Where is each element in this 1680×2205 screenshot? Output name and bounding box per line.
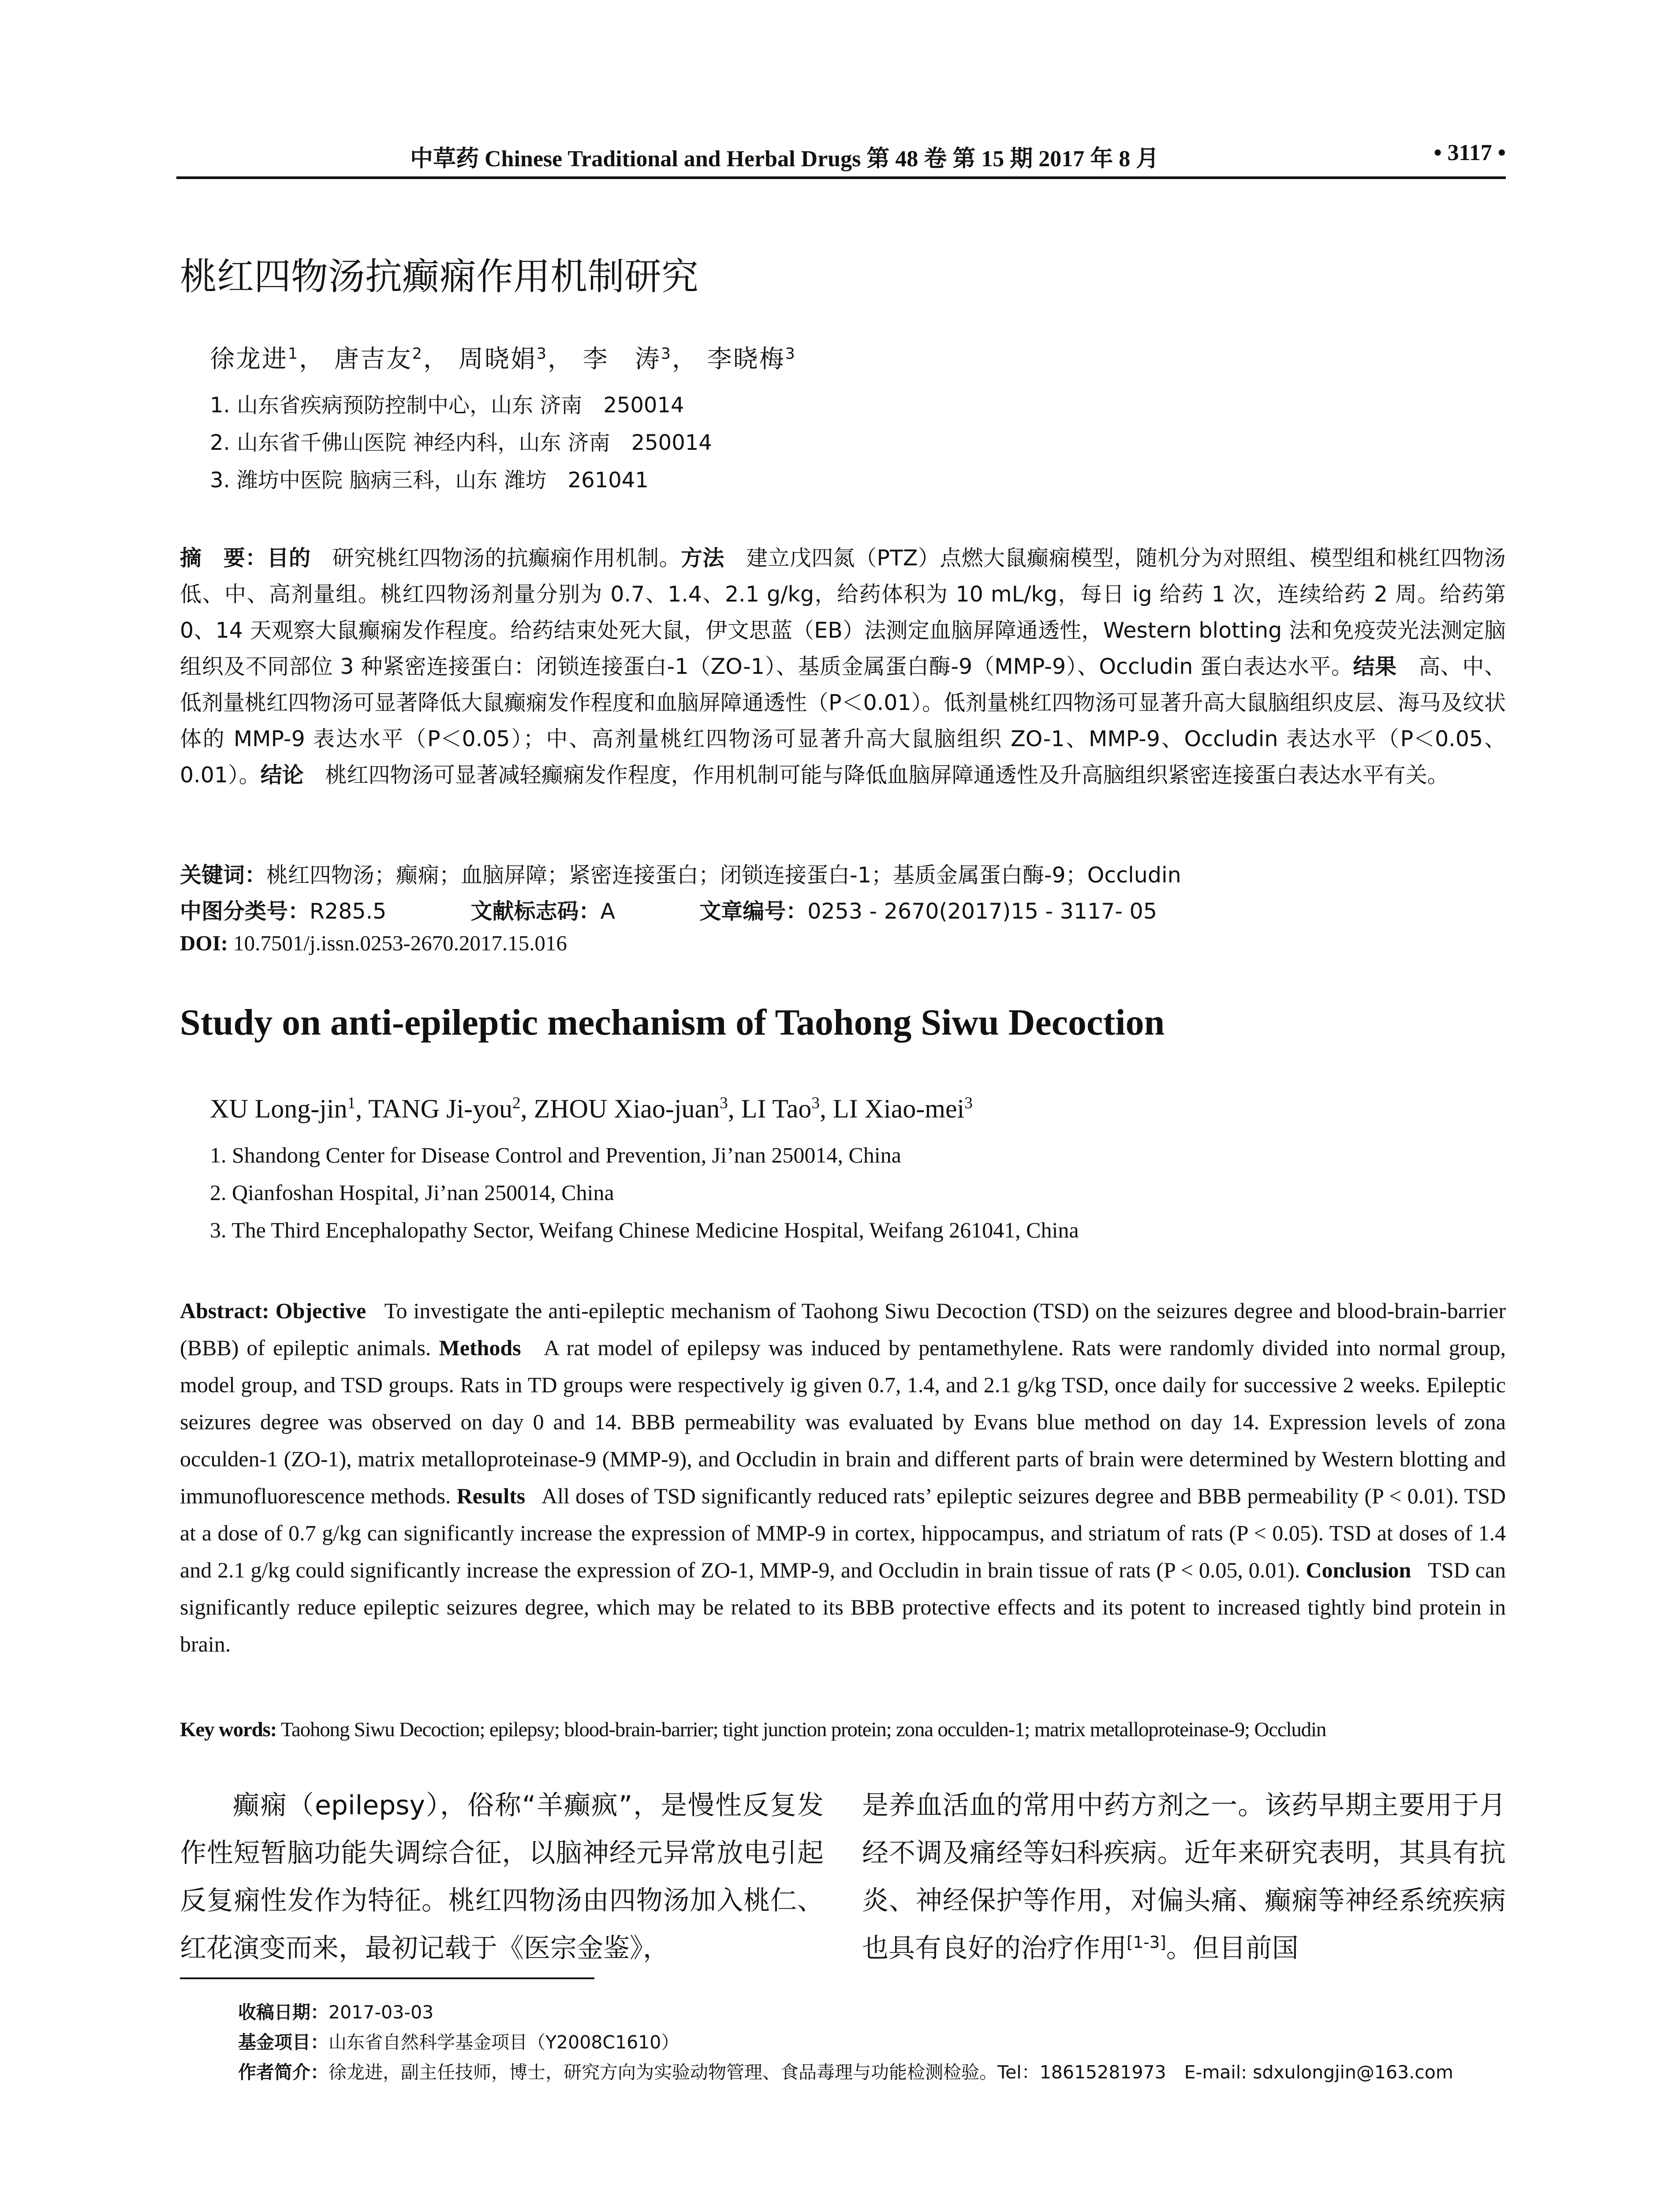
methods-text: 建立戊四氮（PTZ）点燃大鼠癫痫模型，随机分为对照组、模型组和桃红四物汤低、中、高剂量组。桃红四物汤剂量分别为 0.7、1.4、2.1 g/kg，给药体积为 10 mL/kg，每日 ig 给药 1 次，连续给药 2 周。给药第 0、14 天观察大鼠癫痫发作程度。给药结束处死大鼠，伊文思蓝（EB）法测定血脑屏障通透性，Western blotting 法和免疫荧光法测定脑组织及不同部位 3 种紧密连接蛋白：闭锁连接蛋白-1（ZO-1）、基质金属蛋白酶-9（MMP-9）、Occludin 蛋白表达水平。 [180, 546, 1506, 679]
doi-value: 10.7501/j.issn.0253-2670.2017.15.016 [233, 931, 567, 955]
title-en: Study on anti-epileptic mechanism of Taohong Siwu Decoction [180, 1002, 1165, 1043]
footnote-received [238, 1998, 433, 2024]
doc-code-value: A [600, 899, 616, 924]
article-no-value: 0253 - 2670(2017)15 - 3117- 05 [807, 899, 1157, 924]
body-column-left: 癫痫（epilepsy），俗称“羊癫疯”，是慢性反复发作性短暂脑功能失调综合征，以脑神经元异常放电引起反复痫性发作为特征。桃红四物汤由四物汤加入桃仁、红花演变而来，最初记载于《医宗金鉴》， [180, 1790, 824, 1964]
doi-label: DOI: [180, 931, 228, 955]
results-en-label: Results [456, 1484, 526, 1508]
results-label: 结果 [1353, 654, 1397, 679]
author-sup: 3 [785, 345, 796, 363]
abstract-cn-label: 摘 要： [180, 546, 267, 571]
affiliation-en-3: 3. The Third Encephalopathy Sector, Weifang Chinese Medicine Hospital, Weifang 261041, China [210, 1218, 1079, 1242]
keywords-en-text: Taohong Siwu Decoction; epilepsy; blood-brain-barrier; tight junction protein; zona occulden-1; matrix metalloproteinase-9; Occludin [280, 1718, 1326, 1741]
journal-line: 中草药 Chinese Traditional and Herbal Drugs 第 48 卷 第 15 期 2017 年 8 月 [410, 146, 1159, 172]
citation: [1-3] [1127, 1932, 1166, 1952]
footnote-fund [238, 2028, 679, 2054]
fund-label: 基金项目： [238, 2032, 329, 2053]
footnote-rule [180, 1977, 594, 1979]
clc-label: 中图分类号： [180, 899, 310, 924]
header-rule [176, 176, 1506, 179]
clc-value: R285.5 [310, 899, 387, 924]
article-no-label: 文章编号： [699, 899, 808, 924]
body-column-right [862, 1782, 1506, 1972]
objective-en-text: To investigate the anti-epileptic mechanism of Taohong Siwu Decoction (TSD) on the seizures degree and blood-brain-barrier (BBB) of epileptic animals. [180, 1298, 1506, 1360]
author-sup: 3 [661, 345, 672, 363]
body-right-text: 是养血活血的常用中药方剂之一。该药早期主要用于月经不调及痛经等妇科疾病。近年来研究表明，其具有抗炎、神经保护等作用，对偏头痛、癫痫等神经系统疾病也具有良好的治疗作用 [862, 1790, 1506, 1964]
conclusion-label: 结论 [260, 762, 304, 788]
doi-line [180, 931, 1506, 956]
methods-label: 方法 [680, 546, 724, 571]
footnote-author [238, 2058, 1453, 2084]
author-sup: 3 [811, 1094, 820, 1112]
author-sup: 2 [412, 345, 423, 363]
received-date: 2017-03-03 [329, 2002, 434, 2023]
running-header [176, 135, 1506, 179]
doc-code-label: 文献标志码： [470, 899, 601, 924]
author-en: TANG Ji-you [368, 1094, 512, 1123]
abstract-cn [180, 540, 1506, 793]
conclusion-en-label: Conclusion [1306, 1558, 1411, 1582]
author-sup: 1 [288, 345, 299, 363]
author-bio-label: 作者简介： [238, 2062, 329, 2083]
author-sup: 3 [536, 345, 548, 363]
author-en: LI Tao [741, 1094, 812, 1123]
page-number: • 3117 • [1434, 140, 1506, 165]
author-en: LI Xiao-mei [833, 1094, 965, 1123]
keywords-cn-text: 桃红四物汤；癫痫；血脑屏障；紧密连接蛋白；闭锁连接蛋白-1；基质金属蛋白酶-9；Occludin [266, 863, 1181, 888]
keywords-cn [180, 858, 1506, 889]
conclusion-en-text: TSD can significantly reduce epileptic seizures degree, which may be related to its BBB protective effects and its potent to increased tightly bind protein in brain. [180, 1558, 1506, 1656]
abstract-en-label: Abstract: [180, 1298, 269, 1323]
title-cn: 桃红四物汤抗癫痫作用机制研究 [180, 255, 699, 298]
author-cn: 唐吉友 [334, 345, 412, 374]
results-en-text: All doses of TSD significantly reduced rats’ epileptic seizures degree and BBB permeability (P < 0.01). TSD at a dose of 0.7 g/kg can significantly increase the expression of MMP-9 in cortex, hippocampus, and striatum of rats (P < 0.05). TSD at doses of 1.4 and 2.1 g/kg could significantly increase the expression of ZO-1, MMP-9, and Occludin in brain tissue of rats (P < 0.05, 0.01). [180, 1484, 1506, 1582]
affiliation-cn-3: 3. 潍坊中医院 脑病三科，山东 潍坊 261041 [210, 468, 649, 493]
keywords-cn-label: 关键词： [180, 863, 267, 888]
conclusion-text: 桃红四物汤可显著减轻癫痫发作程度，作用机制可能与降低血脑屏障通透性及升高脑组织紧密连接蛋白表达水平有关。 [325, 762, 1449, 788]
author-en: ZHOU Xiao-juan [534, 1094, 720, 1123]
authors-cn: 徐龙进$^1$， 唐吉友$^2$， 周晓娟$^3$， 李 涛$^3$， 李晓梅$^3$ [210, 345, 796, 374]
received-label: 收稿日期： [238, 2002, 329, 2023]
author-cn: 周晓娟 [458, 345, 537, 374]
methods-en-label: Methods [439, 1335, 521, 1360]
author-cn: 李 涛 [582, 345, 661, 374]
affiliation-en-2: 2. Qianfoshan Hospital, Ji’nan 250014, China [210, 1180, 614, 1205]
results-text: 高、中、低剂量桃红四物汤可显著降低大鼠癫痫发作程度和血脑屏障通透性（P＜0.01）。低剂量桃红四物汤可显著升高大鼠脑组织皮层、海马及纹状体的 MMP-9 表达水平（P＜0.05）；中、高剂量桃红四物汤可显著升高大鼠脑组织 ZO-1、MMP-9、Occludin 表达水平（P＜0.05、0.01）。 [180, 654, 1506, 788]
author-sup: 2 [512, 1094, 521, 1112]
affiliation-cn-2: 2. 山东省千佛山医院 神经内科，山东 济南 250014 [210, 430, 712, 455]
author-cn: 徐龙进 [210, 345, 288, 374]
author-sup: 3 [720, 1094, 728, 1112]
fund-text: 山东省自然科学基金项目（Y2008C1610） [329, 2032, 679, 2053]
affiliation-en-1: 1. Shandong Center for Disease Control and Prevention, Ji’nan 250014, China [210, 1143, 901, 1167]
methods-en-text: A rat model of epilepsy was induced by pentamethylene. Rats were randomly divided into normal group, model group, and TSD groups. Rats in TD groups were respectively ig given 0.7, 1.4, and 2.1 g/kg TSD, once daily for successive 2 weeks. Epileptic seizures degree was observed on day 0 and 14. BBB permeability was evaluated by Evans blue method on day 14. Expression levels of zona occulden-1 (ZO-1), matrix metalloproteinase-9 (MMP-9), and Occludin in brain and different parts of brain were determined by Western blotting and immunofluorescence methods. [180, 1335, 1506, 1508]
author-bio-text: 徐龙进，副主任技师，博士，研究方向为实验动物管理、食品毒理与功能检测检验。Tel：18615281973 E-mail: sdxulongjin@163.com [329, 2062, 1453, 2083]
author-cn: 李晓梅 [707, 345, 785, 374]
author-sup: 3 [964, 1094, 973, 1112]
keywords-en-label: Key words: [180, 1718, 277, 1741]
keywords-en [180, 1718, 1506, 1742]
author-sup: 1 [347, 1094, 356, 1112]
objective-text: 研究桃红四物汤的抗癫痫作用机制。 [332, 546, 681, 571]
objective-en-label: Objective [275, 1298, 366, 1323]
objective-label: 目的 [267, 546, 311, 571]
affiliation-cn-1: 1. 山东省疾病预防控制中心，山东 济南 250014 [210, 393, 684, 418]
abstract-en [180, 1292, 1506, 1663]
authors-en: XU Long-jin$^1$, TANG Ji-you$^2$, ZHOU Xiao-juan$^3$, LI Tao$^3$, LI Xiao-mei$^3$ [210, 1094, 973, 1123]
classification-line [180, 894, 1506, 925]
author-en: XU Long-jin [210, 1094, 347, 1123]
body-right-tail: 。但目前国 [1166, 1933, 1299, 1964]
